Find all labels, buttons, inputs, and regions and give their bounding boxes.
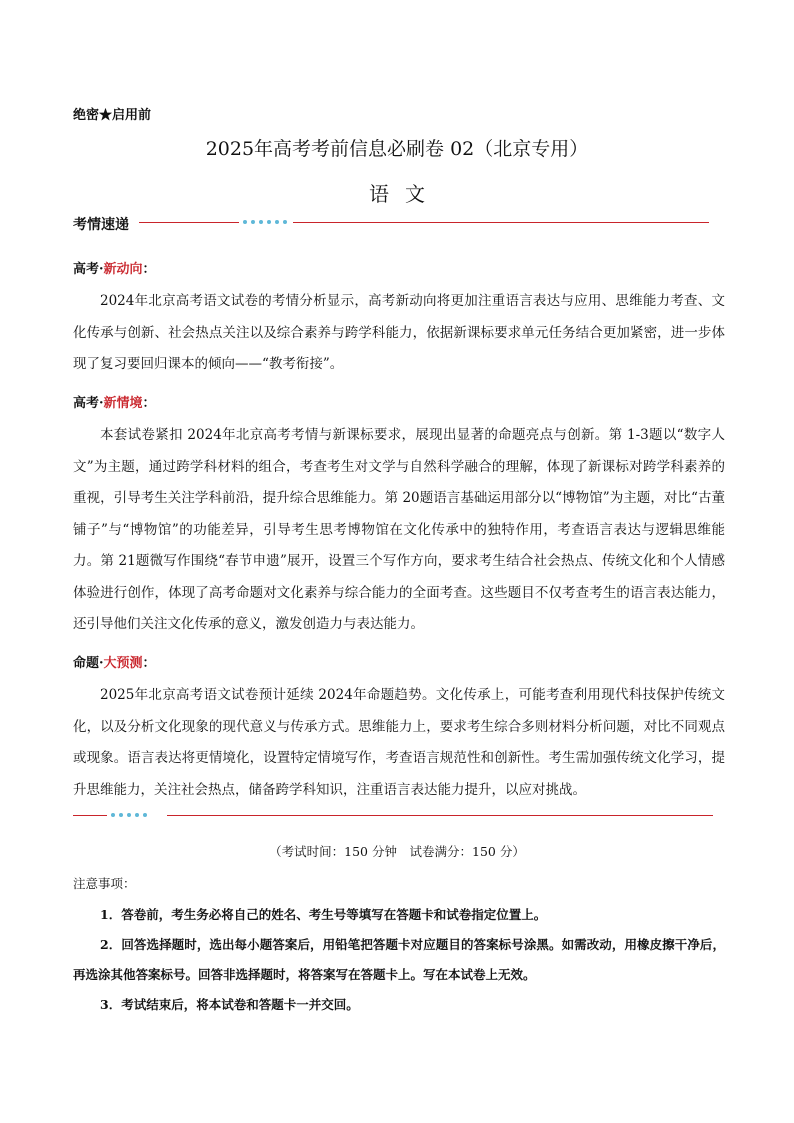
section-end-divider <box>73 808 713 822</box>
subject-title: 语文 <box>369 182 441 206</box>
section-header <box>73 212 713 234</box>
exam-time-info: （考试时间：150 分钟 试卷满分：150 分） <box>269 844 525 859</box>
red-divider-line <box>293 222 709 223</box>
section-label: 考情速递 <box>73 217 129 233</box>
block-heading-new-context: 高考·新情境： <box>73 396 156 411</box>
dot-ornament <box>243 220 287 224</box>
note-item: 1．答卷前，考生务必将自己的姓名、考生号等填写在答题卡和试卷指定位置上。 <box>100 907 547 922</box>
note-item: 2．回答选择题时，选出每小题答案后，用铅笔把答题卡对应题目的答案标号涂黑。如需改动，用橡皮擦干净后，再选涂其他答案标号。回答非选择题时，将答案写在答题卡上。写在本试卷上无效。 <box>73 937 725 982</box>
block-text-new-trend: 2024年北京高考语文试卷的考情分析显示，高考新动向将更加注重语言表达与应用、思维能力考查、文化传承与创新、社会热点关注以及综合素养与跨学科能力，依据新课标要求单元任务结合更加紧密，进一步体现了复习要回归课本的倾向——“教考衔接”。 <box>73 293 725 372</box>
block-heading-new-trend: 高考·新动向： <box>73 262 156 277</box>
block-text-prediction: 2025年北京高考语文试卷预计延续 2024年命题趋势。文化传承上，可能考查利用现代科技保护传统文化，以及分析文化现象的现代意义与传承方式。思维能力上，要求考生综合多则材料分析问题，对比不同观点或现象。语言表达将更情境化，设置特定情境写作，考查语言规范性和创新性。考生需加强传统文化学习，提升思维能力，关注社会热点，储备跨学科知识，注重语言表达能力提升，以应对挑战。 <box>73 687 725 798</box>
note-item: 3．考试结束后，将本试卷和答题卡一并交回。 <box>100 997 359 1012</box>
red-divider-dash <box>139 222 239 223</box>
notes-heading: 注意事项： <box>73 876 136 891</box>
confidential-mark: 绝密★启用前 <box>73 108 152 123</box>
block-text-new-context: 本套试卷紧扣 2024年北京高考考情与新课标要求，展现出显著的命题亮点与创新。第 1-3题以“数字人文”为主题，通过跨学科材料的组合，考查考生对文学与自然科学融合的理解，体现了新课标对跨学科素养的重视，引导考生关注学科前沿，提升综合思维能力。第 20题语言基础运用部分以“博物馆”为主题，对比“古董铺子”与“博物馆”的功能差异，引导考生思考博物馆在文化传承中的独特作用，考查语言表达与逻辑思维能力。第 21题微写作围绕“春节申遗”展开，设置三个写作方向，要求考生结合社会热点、传统文化和个人情感体验进行创作，体现了高考命题对文化素养与综合能力的全面考查。这些题目不仅考查考生的语言表达能力，还引导他们关注文化传承的意义，激发创造力与表达能力。 <box>73 427 725 632</box>
document-title: 2025年高考考前信息必刷卷 02（北京专用） <box>205 138 589 160</box>
block-heading-prediction: 命题·大预测： <box>73 656 156 671</box>
